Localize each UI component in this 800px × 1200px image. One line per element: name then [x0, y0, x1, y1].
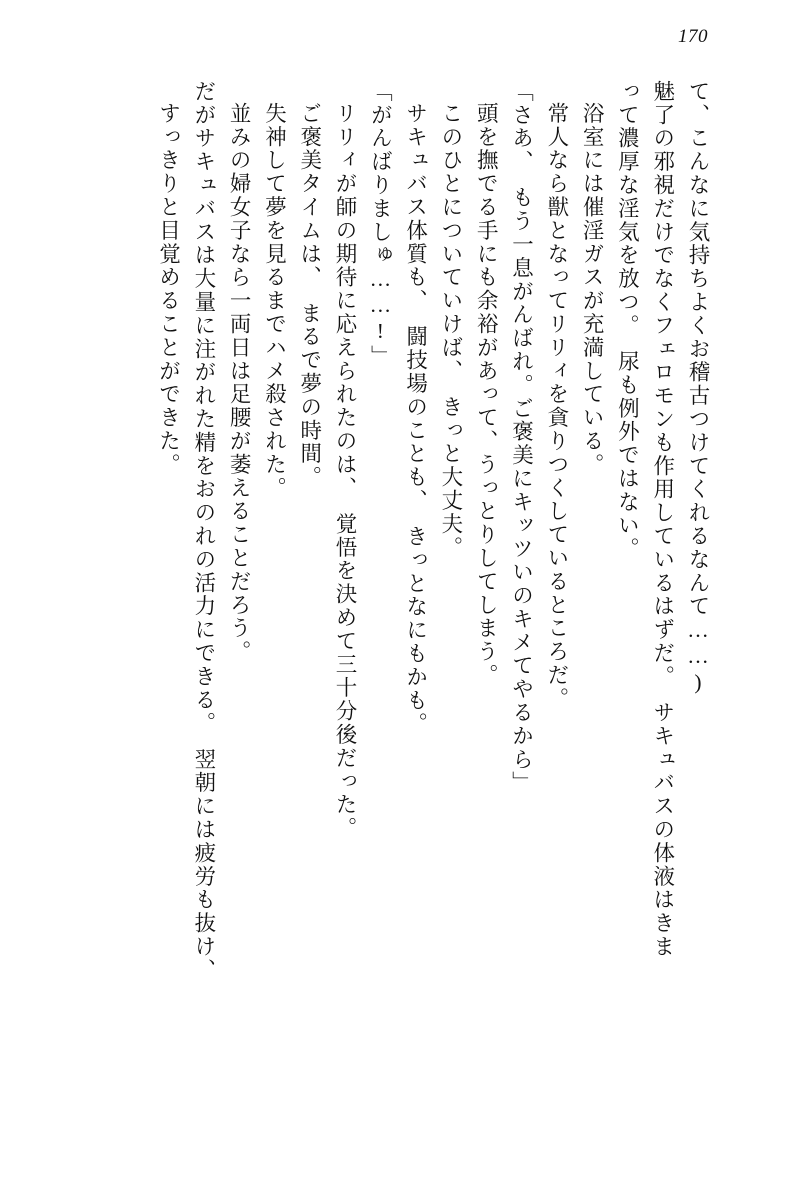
text-line: 魅了の邪視だけでなくフェロモンも作用しているはずだ。 サキュバスの体液はきま [650, 80, 675, 959]
text-line: すっきりと目覚めることができた。 [156, 102, 181, 477]
text-line: 頭を撫でる手にも余裕があって、うっとりしてしまう。 [474, 102, 499, 687]
text-line: 浴室には催淫ガスが充満している。 [580, 102, 605, 477]
text-line: って濃厚な淫気を放つ。 尿も例外ではない。 [615, 80, 640, 561]
text-line: 「がんばりましゅ……!」 [368, 80, 393, 369]
text-line: ご褒美タイムは、 まるで夢の時間。 [297, 102, 322, 490]
text-line: 「さあ、 もう一息がんばれ。ご褒美にキッツいのキメてやるから」 [509, 80, 534, 795]
text-line: て、こんなに気持ちよくお稽古つけてくれるなんて……) [686, 80, 710, 696]
text-line: 常人なら獣となってリリィを貪りつくしているところだ。 [544, 102, 569, 711]
page-number: 170 [678, 26, 708, 47]
vertical-text-body [52, 80, 708, 1150]
text-line: 失神して夢を見るまでハメ殺された。 [262, 102, 287, 500]
text-line: サキュバス体質も、 闘技場のことも、 きっとなにもかも。 [403, 102, 428, 736]
text-line: 並みの婦女子なら一両日は足腰が萎えることだろう。 [227, 102, 252, 664]
text-line: だがサキュバスは大量に注がれた精をおのれの活力にできる。 翌朝には疲労も抜け、 [191, 80, 216, 982]
text-line: このひとについていけば、 きっと大丈夫。 [438, 102, 463, 560]
text-line: リリィが師の期待に応えられたのは、 覚悟を決めて三十分後だった。 [333, 102, 358, 841]
